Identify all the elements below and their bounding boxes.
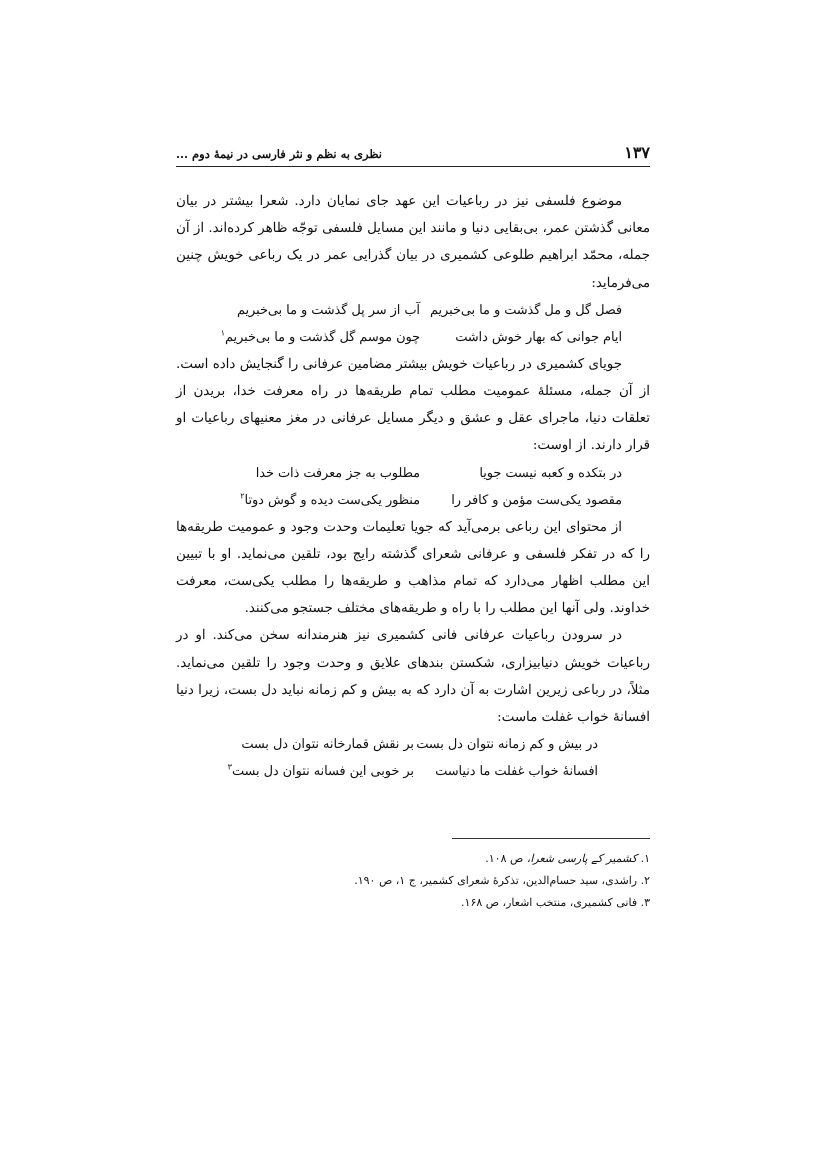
footnote-marker: ۳ <box>227 762 232 772</box>
hemistich: آب از سر پل گذشت و ما بی‌خبریم <box>236 302 420 318</box>
footnote-marker: ۲ <box>240 491 245 501</box>
footnote-2: ۲. راشدی، سید حسام‌الدین، تذکرهٔ شعرای کشمیر، ج ۱، ص ۱۹۰. <box>354 874 650 887</box>
hemistich: افسانهٔ خواب غفلت ما دنیاست <box>435 764 598 780</box>
quatrain-1-line-1 <box>176 297 650 324</box>
footnote-marker: ۱ <box>220 328 226 338</box>
hemistich: مطلوب به جز معرفت ذات خدا <box>255 465 420 481</box>
hemistich-text: بر خوبی این فسانه نتوان دل بست <box>231 764 414 780</box>
quatrain-2-line-2 <box>176 487 650 514</box>
running-title: نظری به نظم و نثر فارسی در نیمهٔ دوم ... <box>176 147 382 161</box>
paragraph-2: جویای کشمیری در رباعیات خویش بیشتر مضامین عرفانی را گنجایش داده است. از آن جمله، مسئلهٔ عمومیت مطلب تمام طریقه‌ها در راه معرفت خدا، بریدن از تعلقات دنیا، ماجرای عقل و عشق و دیگر مسایل عرفانی در مغز معنیهای رباعیات او قرار دارند. از اوست: <box>176 356 650 454</box>
main-text <box>176 188 650 785</box>
hemistich <box>221 324 420 351</box>
hemistich: ایام جوانی که بهار خوش داشت <box>455 329 622 345</box>
paragraph-1: موضوع فلسفی نیز در رباعیات این عهد جای نمایان دارد. شعرا بیشتر در بیان معانی گذشتن عمر، بی‌بقایی دنیا و مانند این مسایل فلسفی توجّه ظاهر کرده‌اند. از آن جمله، محمّد ابراهیم طلوعی کشمیری در بیان گذرایی عمر در یک رباعی خویش چنین می‌فرماید: <box>176 194 650 291</box>
footnotes <box>176 848 650 914</box>
paragraph-4: در سرودن رباعیات عرفانی فانی کشمیری نیز هنرمندانه سخن می‌کند. او در رباعیات خویش دنیابیزاری، شکستن بندهای علایق و وحدت وجود را تلقین می‌نماید. مثلاً، در رباعی زیرین اشارت به آن دارد که به بیش و کم زمانه نباید دل بست، زیرا دنیا افسانهٔ خواب غفلت ماست: <box>176 628 650 726</box>
hemistich: در بتکده و کعبه نیست جویا <box>479 465 622 481</box>
hemistich-text: چون موسم گل گذشت و ما بی‌خبریم <box>225 329 420 345</box>
quatrain-3-line-2 <box>176 758 650 785</box>
page-number: ۱۳۷ <box>624 143 650 162</box>
quatrain-2-line-1 <box>176 460 650 487</box>
footnote-1 <box>176 848 650 870</box>
footnote-1-title: کشمیر کے پارسی شعرا، <box>526 852 638 865</box>
hemistich <box>240 487 420 514</box>
hemistich: بر نقش قمارخانه نتوان دل بست <box>241 737 414 753</box>
hemistich <box>228 758 414 785</box>
hemistich: فصل گل و مل گذشت و ما بی‌خبریم <box>429 302 622 318</box>
running-header <box>176 144 650 167</box>
footnote-1-number: ۱. <box>640 852 650 865</box>
hemistich-text: منظور یکی‌ست دیده و گوش دوتا <box>244 492 420 508</box>
footnote-3: ۳. فانی کشمیری، منتخب اشعار، ص ۱۶۸. <box>461 896 650 909</box>
footnote-1-rest: ص ۱۰۸. <box>485 852 524 865</box>
quatrain-3-line-1 <box>176 731 650 758</box>
footnote-divider <box>452 838 650 839</box>
quatrain-1-line-2 <box>176 324 650 351</box>
paragraph-3: از محتوای این رباعی برمی‌آید که جویا تعلیمات وحدت وجود و عمومیت طریقه‌ها را که در تفکر فلسفی و عرفانی شعرای گذشته رایج بود، تلقین می‌نماید. او با تبیین این مطلب اظهار می‌دارد که تمام مذاهب و طریقه‌ها را مطلب یکی‌ست، معرفت خداوند. ولی آنها این مطلب را با راه و طریقه‌های مختلف جستجو می‌کنند. <box>176 519 650 617</box>
hemistich: در بیش و کم زمانه نتوان دل بست <box>416 737 598 753</box>
hemistich: مقصود یکی‌ست مؤمن و کافر را <box>451 492 622 508</box>
